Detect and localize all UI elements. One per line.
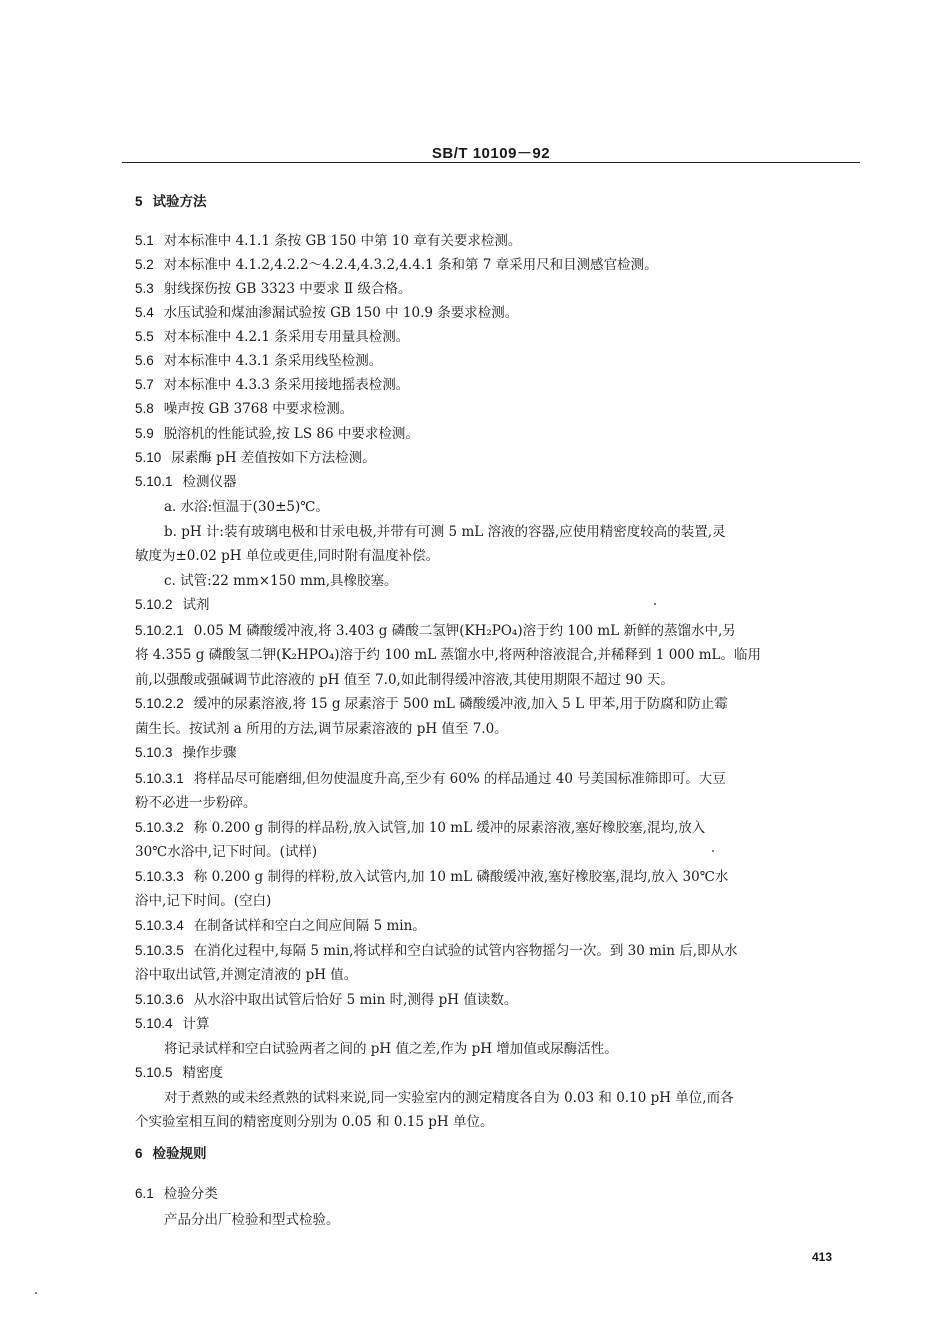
- clause-line: 5.9 脱溶机的性能试验,按 LS 86 中要求检测。: [135, 426, 419, 442]
- clause-line: 5.2 对本标准中 4.1.2,4.2.2～4.2.4,4.3.2,4.4.1 条和第 7 章采用尺和目测感官检测。: [135, 257, 658, 273]
- clause-line: 5.5 对本标准中 4.2.1 条采用专用量具检测。: [135, 329, 410, 345]
- clause-line: 5.10.1 检测仪器: [135, 474, 237, 490]
- clause-line: 5.10.3.4 在制备试样和空白之间应间隔 5 min。: [135, 918, 426, 934]
- clause-line: 5.7 对本标准中 4.3.3 条采用接地摇表检测。: [135, 377, 410, 393]
- clause-line: 5.10.5 精密度: [135, 1065, 224, 1081]
- paragraph-line: 对于煮熟的或未经煮熟的试料来说,同一实验室内的测定精度各自为 0.03 和 0.10 pH 单位,而各: [164, 1090, 734, 1106]
- section-heading: 6 检验规则: [135, 1146, 207, 1162]
- clause-line: 5.10.3 操作步骤: [135, 745, 237, 761]
- scan-speck: [35, 1292, 37, 1294]
- continuation-line: 浴中取出试管,并测定清液的 pH 值。: [135, 967, 358, 983]
- clause-line: 5.10.4 计算: [135, 1016, 210, 1032]
- standard-code-header: SB/T 10109－92: [431, 145, 551, 162]
- continuation-line: 将 4.355 g 磷酸氢二钾(K₂HPO₄)溶于约 100 mL 蒸馏水中,将两种溶液混合,并稀释到 1 000 mL。临用: [135, 647, 762, 663]
- clause-line: 5.1 对本标准中 4.1.1 条按 GB 150 中第 10 章有关要求检测。: [135, 233, 522, 249]
- continuation-line: 敏度为±0.02 pH 单位或更佳,同时附有温度补偿。: [135, 548, 440, 564]
- paragraph-line: 将记录试样和空白试验两者之间的 pH 值之差,作为 pH 增加值或尿酶活性。: [164, 1041, 618, 1057]
- clause-line: 5.10.3.5 在消化过程中,每隔 5 min,将试样和空白试验的试管内容物摇匀一次。到 30 min 后,即从水: [135, 943, 738, 959]
- section-heading: 5 试验方法: [135, 194, 207, 210]
- clause-line: 5.8 噪声按 GB 3768 中要求检测。: [135, 401, 354, 417]
- clause-line: 5.10.2 试剂: [135, 597, 210, 613]
- list-item: b. pH 计:装有玻璃电极和甘汞电极,并带有可测 5 mL 溶液的容器,应使用精密度较高的装置,灵: [164, 524, 726, 540]
- clause-line: 5.10.2.2 缓冲的尿素溶液,将 15 g 尿素溶于 500 mL 磷酸缓冲液,加入 5 L 甲苯,用于防腐和防止霉: [135, 696, 728, 712]
- scan-speck: [654, 603, 656, 605]
- continuation-line: 前,以强酸或强碱调节此溶液的 pH 值至 7.0,如此制得缓冲溶液,其使用期限不超过 90 天。: [135, 672, 674, 688]
- clause-line: 5.6 对本标准中 4.3.1 条采用线坠检测。: [135, 353, 383, 369]
- scan-speck: [712, 850, 714, 852]
- continuation-line: 粉不必进一步粉碎。: [135, 795, 257, 811]
- continuation-line: 个实验室相互间的精密度则分别为 0.05 和 0.15 pH 单位。: [135, 1114, 494, 1130]
- clause-line: 5.10.3.3 称 0.200 g 制得的样粉,放入试管内,加 10 mL 磷酸缓冲液,塞好橡胶塞,混均,放入 30℃水: [135, 869, 729, 885]
- list-item: c. 试管:22 mm×150 mm,具橡胶塞。: [164, 573, 398, 589]
- continuation-line: 浴中,记下时间。(空白): [135, 893, 272, 909]
- clause-line: 5.10.2.1 0.05 M 磷酸缓冲液,将 3.403 g 磷酸二氢钾(KH₂PO₄)溶于约 100 mL 新鲜的蒸馏水中,另: [135, 623, 736, 639]
- continuation-line: 菌生长。按试剂 a 所用的方法,调节尿素溶液的 pH 值至 7.0。: [135, 721, 508, 737]
- clause-line: 5.4 水压试验和煤油渗漏试验按 GB 150 中 10.9 条要求检测。: [135, 305, 519, 321]
- continuation-line: 30℃水浴中,记下时间。(试样): [135, 844, 318, 860]
- clause-line: 5.10.3.2 称 0.200 g 制得的样品粉,放入试管,加 10 mL 缓冲的尿素溶液,塞好橡胶塞,混均,放入: [135, 820, 706, 836]
- clause-line: 5.3 射线探伤按 GB 3323 中要求 Ⅱ 级合格。: [135, 281, 412, 297]
- clause-line: 5.10 尿素酶 pH 差值按如下方法检测。: [135, 450, 376, 466]
- page-number: 413: [812, 1250, 833, 1264]
- list-item: a. 水浴:恒温于(30±5)℃。: [164, 499, 329, 515]
- clause-line: 5.10.3.1 将样品尽可能磨细,但勿使温度升高,至少有 60% 的样品通过 40 号美国标准筛即可。大豆: [135, 771, 726, 787]
- paragraph-line: 产品分出厂检验和型式检验。: [164, 1212, 340, 1228]
- clause-line: 6.1 检验分类: [135, 1186, 218, 1202]
- header-rule: [122, 162, 860, 163]
- clause-line: 5.10.3.6 从水浴中取出试管后恰好 5 min 时,测得 pH 值读数。: [135, 992, 518, 1008]
